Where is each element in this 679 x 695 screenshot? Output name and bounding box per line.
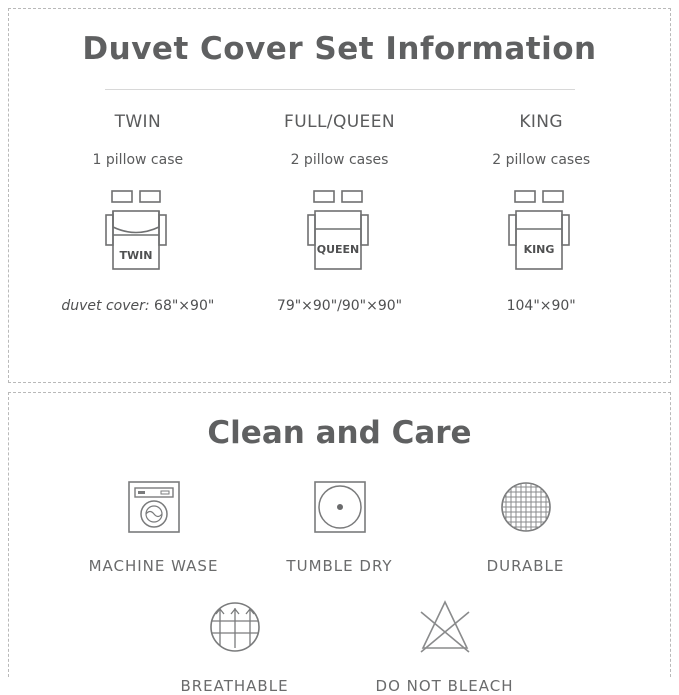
do-not-bleach-icon (340, 591, 550, 663)
duvet-dimension-twin (37, 298, 239, 314)
bed-size-label: TWIN (119, 249, 153, 262)
care-title: Clean and Care (207, 415, 472, 451)
care-item-tumble-dry (247, 471, 433, 575)
duvet-dimension-king (440, 298, 642, 314)
size-name: FULL/QUEEN (284, 112, 395, 132)
duvet-dimension-value: 68"×90" (154, 298, 215, 314)
care-row-one (9, 471, 670, 575)
care-label: MACHINE WASE (88, 557, 219, 575)
duvet-info-panel (8, 8, 671, 383)
washing-machine-glyph (123, 476, 185, 538)
bed-illustration-queen (239, 184, 441, 294)
durable-grid-icon (433, 471, 619, 543)
size-column-twin (37, 112, 239, 314)
bed-illustration-king (440, 184, 642, 294)
clean-and-care-panel (8, 392, 671, 695)
bed-icon (96, 187, 180, 291)
care-item-breathable (130, 591, 340, 695)
size-column-king (440, 112, 642, 314)
care-label: DO NOT BLEACH (375, 677, 514, 695)
breathable-icon (130, 591, 340, 663)
size-name: KING (519, 112, 563, 132)
size-columns (9, 112, 670, 314)
bed-icon (298, 187, 382, 291)
washing-machine-icon (61, 471, 247, 543)
bed-size-label: KING (523, 243, 555, 256)
duvet-dimension-value: 79"×90"/90"×90" (276, 298, 403, 314)
care-item-machine-wash (61, 471, 247, 575)
size-name: TWIN (114, 112, 162, 132)
size-column-full-queen (239, 112, 441, 314)
care-label: BREATHABLE (180, 677, 289, 695)
pillow-count: 2 pillow cases (290, 152, 389, 168)
breathable-glyph (204, 596, 266, 658)
care-label: DURABLE (486, 557, 565, 575)
bed-size-label: QUEEN (316, 243, 359, 256)
durable-grid-glyph (495, 476, 557, 538)
care-row-two (9, 591, 670, 695)
care-label: TUMBLE DRY (286, 557, 393, 575)
bed-icon (499, 187, 583, 291)
pillow-count: 1 pillow case (92, 152, 184, 168)
tumble-dry-glyph (309, 476, 371, 538)
duvet-dimension-queen (239, 298, 441, 314)
duvet-dimension-prefix: duvet cover: (61, 298, 150, 314)
bed-illustration-twin (37, 184, 239, 294)
pillow-count: 2 pillow cases (492, 152, 591, 168)
page-title: Duvet Cover Set Information (82, 31, 597, 67)
title-divider (105, 89, 575, 90)
tumble-dry-icon (247, 471, 433, 543)
care-item-do-not-bleach (340, 591, 550, 695)
duvet-dimension-value: 104"×90" (506, 298, 576, 314)
do-not-bleach-glyph (409, 596, 481, 658)
care-item-durable (433, 471, 619, 575)
